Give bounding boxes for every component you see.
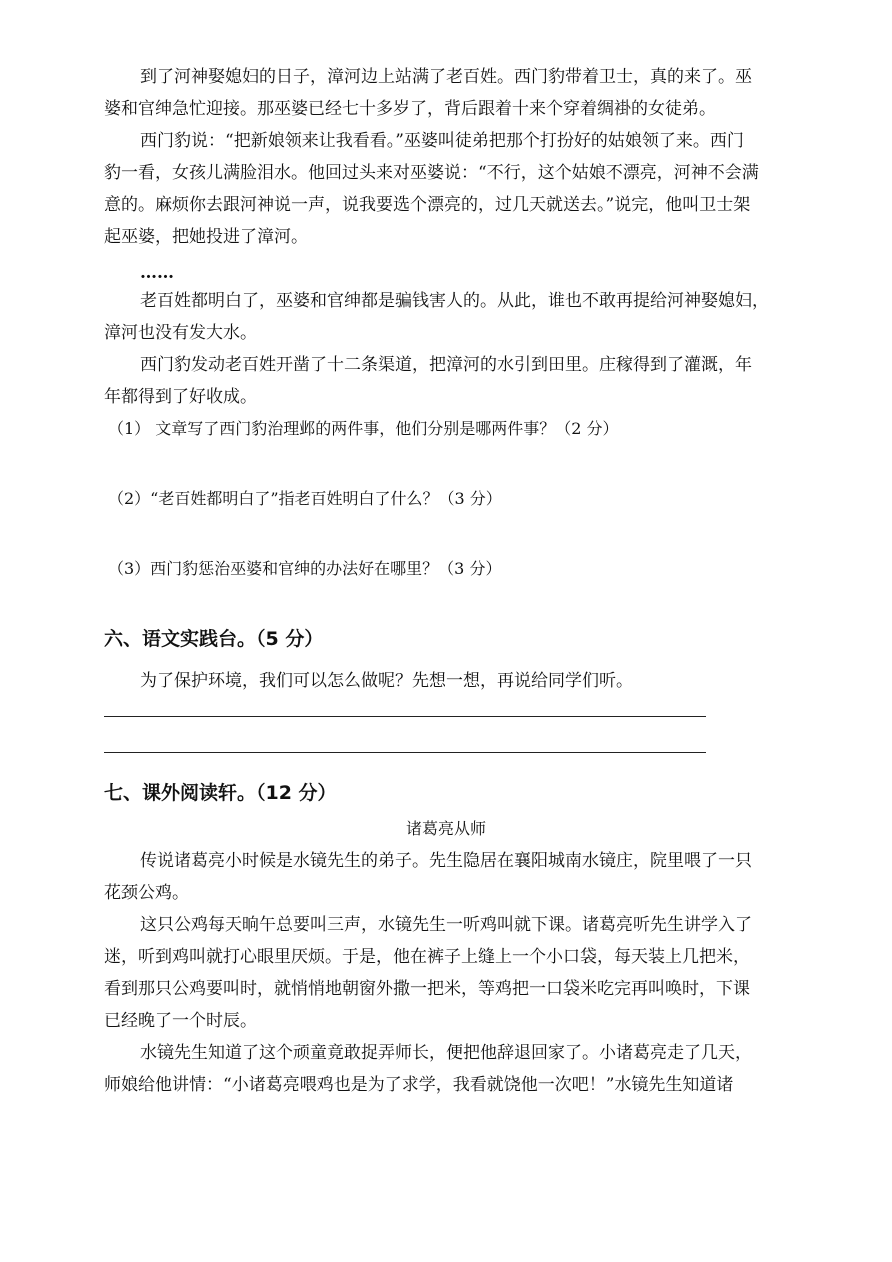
answer-line[interactable]	[104, 716, 706, 717]
passage-line: 豹一看，女孩儿满脸泪水。他回过头来对巫婆说：“不行，这个姑娘不漂亮，河神不会满	[104, 163, 759, 183]
question-2: （2）“老百姓都明白了”指老百姓明白了什么？（3 分）	[108, 489, 502, 508]
story-line: 花颈公鸡。	[104, 883, 189, 903]
story-line: 已经晚了一个时辰。	[104, 1011, 257, 1031]
passage-line: 婆和官绅急忙迎接。那巫婆已经七十多岁了，背后跟着十来个穿着绸褂的女徒弟。	[104, 99, 716, 119]
passage-line: 老百姓都明白了，巫婆和官绅都是骗钱害人的。从此，谁也不敢再提给河神娶媳妇，	[140, 291, 769, 311]
question-1: （1） 文章写了西门豹治理邺的两件事，他们分别是哪两件事？（2 分）	[108, 419, 619, 438]
story-line: 师娘给他讲情：“小诸葛亮喂鸡也是为了求学，我看就饶他一次吧！”水镜先生知道诸	[104, 1075, 734, 1095]
passage-line: 年都得到了好收成。	[104, 387, 257, 407]
section-title: 六、语文实践台。（5 分）	[104, 628, 324, 650]
section-title: 七、课外阅读轩。（12 分）	[104, 782, 337, 804]
story-line: 传说诸葛亮小时候是水镜先生的弟子。先生隐居在襄阳城南水镜庄，院里喂了一只	[140, 851, 752, 871]
story-title: 诸葛亮从师	[405, 819, 486, 838]
section-prompt: 为了保护环境，我们可以怎么做呢？先想一想，再说给同学们听。	[140, 671, 633, 691]
passage-line: 起巫婆，把她投进了漳河。	[104, 227, 308, 247]
passage-line: 漳河也没有发大水。	[104, 323, 257, 343]
story-line: 看到那只公鸡要叫时，就悄悄地朝窗外撒一把米，等鸡把一口袋米吃完再叫唤时，下课	[104, 979, 750, 999]
answer-line[interactable]	[104, 752, 706, 753]
story-line: 这只公鸡每天晌午总要叫三声，水镜先生一听鸡叫就下课。诸葛亮听先生讲学入了	[140, 915, 752, 935]
story-line: 迷，听到鸡叫就打心眼里厌烦。于是，他在裤子上缝上一个小口袋，每天装上几把米，	[104, 947, 750, 967]
passage-line: 西门豹说：“把新娘领来让我看看。”巫婆叫徒弟把那个打扮好的姑娘领了来。西门	[140, 131, 744, 151]
question-3: （3）西门豹惩治巫婆和官绅的办法好在哪里？（3 分）	[108, 559, 502, 578]
passage-line: 西门豹发动老百姓开凿了十二条渠道，把漳河的水引到田里。庄稼得到了灌溉，年	[140, 355, 752, 375]
passage-line: 意的。麻烦你去跟河神说一声，说我要选个漂亮的，过几天就送去。”说完，他叫卫士架	[104, 195, 751, 215]
story-line: 水镜先生知道了这个顽童竟敢捉弄师长，便把他辞退回家了。小诸葛亮走了几天，	[140, 1043, 752, 1063]
passage-line: 到了河神娶媳妇的日子，漳河边上站满了老百姓。西门豹带着卫士，真的来了。巫	[140, 67, 752, 87]
ellipsis: ……	[140, 263, 174, 283]
